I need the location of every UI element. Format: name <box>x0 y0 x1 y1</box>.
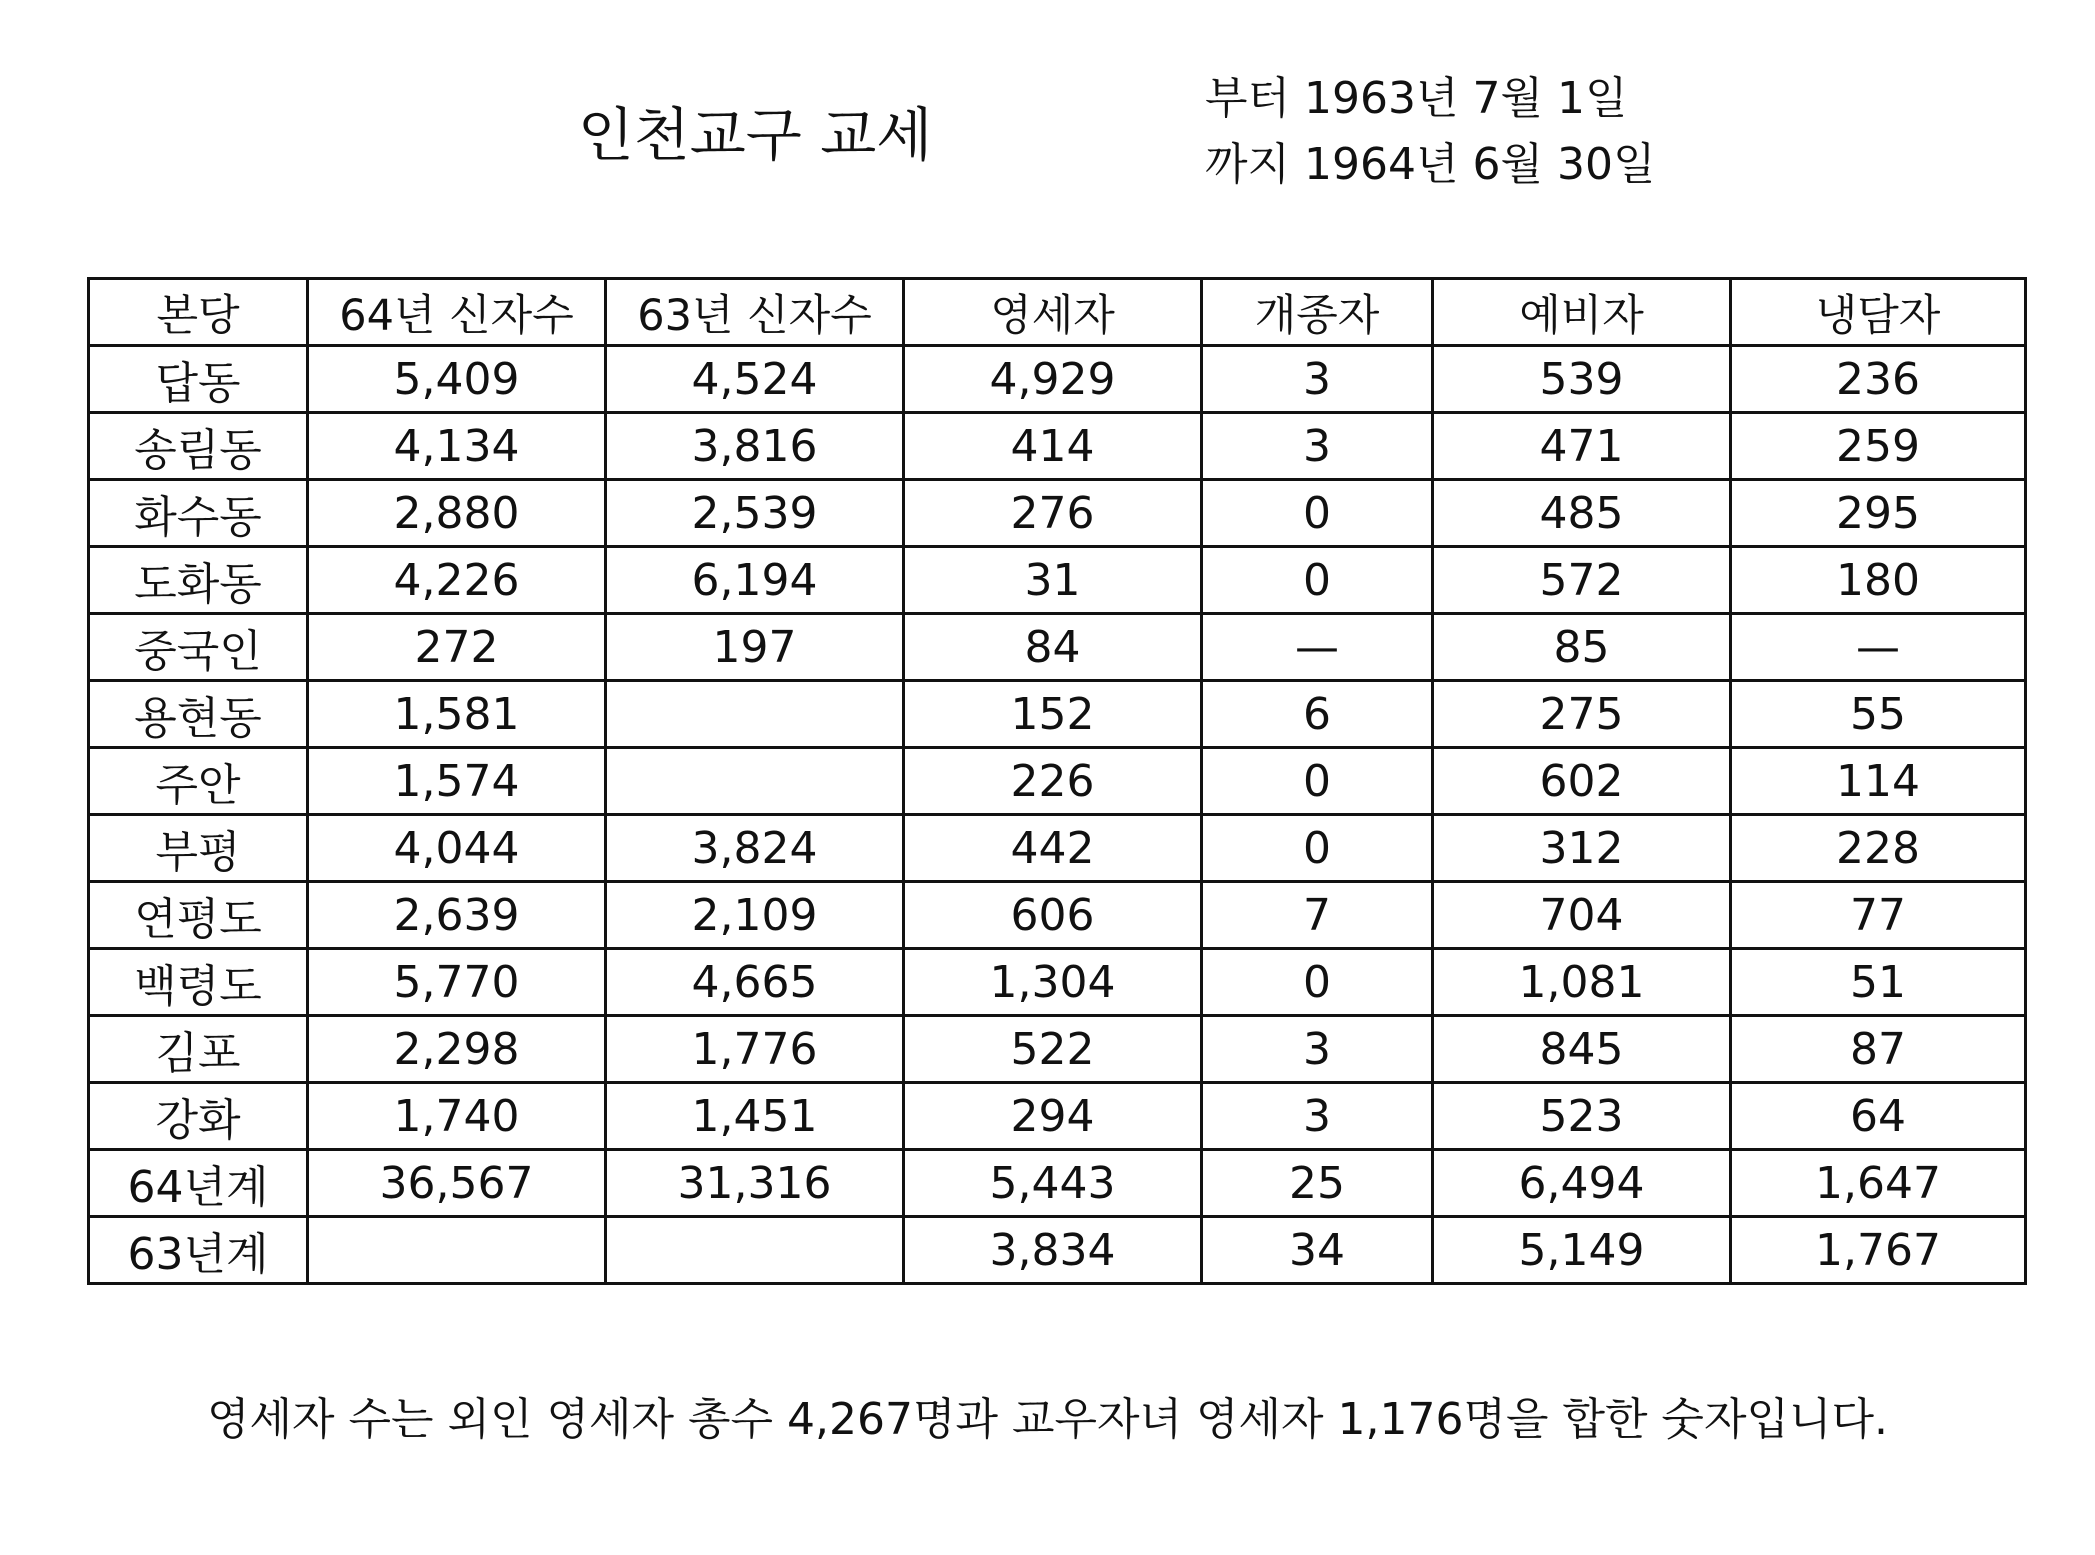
table-cell: 7 <box>1202 882 1433 949</box>
table-body <box>89 346 2026 1284</box>
table-cell: 3 <box>1202 346 1433 413</box>
table-cell: 85 <box>1433 614 1731 681</box>
table-cell: 3,824 <box>606 815 904 882</box>
table-cell: 295 <box>1731 480 2026 547</box>
table-row <box>89 681 2026 748</box>
table-cell <box>308 1217 606 1284</box>
parish-name-cell: 중국인 <box>89 614 308 681</box>
parish-name-cell: 도화동 <box>89 547 308 614</box>
table-cell: 4,134 <box>308 413 606 480</box>
table-cell: 606 <box>904 882 1202 949</box>
table-cell: 275 <box>1433 681 1731 748</box>
table-cell: 4,524 <box>606 346 904 413</box>
table-cell: 180 <box>1731 547 2026 614</box>
table-row <box>89 815 2026 882</box>
table-cell: 3 <box>1202 413 1433 480</box>
parish-statistics-table <box>87 277 2027 1285</box>
period-to <box>1205 132 1655 198</box>
table-cell: 414 <box>904 413 1202 480</box>
table-row <box>89 1150 2026 1217</box>
column-header: 본당 <box>89 279 308 346</box>
table-cell: 3,834 <box>904 1217 1202 1284</box>
table-cell: 84 <box>904 614 1202 681</box>
column-header: 예비자 <box>1433 279 1731 346</box>
table-cell: 312 <box>1433 815 1731 882</box>
table-cell: 77 <box>1731 882 2026 949</box>
table-cell: 0 <box>1202 949 1433 1016</box>
table-cell: 5,443 <box>904 1150 1202 1217</box>
table-cell: — <box>1202 614 1433 681</box>
parish-name-cell: 용현동 <box>89 681 308 748</box>
table-row <box>89 1217 2026 1284</box>
period-from-date: 1963년 7월 1일 <box>1304 73 1628 124</box>
table-cell: 4,226 <box>308 547 606 614</box>
table-cell: — <box>1731 614 2026 681</box>
period-from <box>1205 66 1655 132</box>
table-row <box>89 547 2026 614</box>
table-cell: 55 <box>1731 681 2026 748</box>
table-cell: 3 <box>1202 1083 1433 1150</box>
table-cell: 197 <box>606 614 904 681</box>
table-row <box>89 949 2026 1016</box>
period-range <box>1205 66 1655 198</box>
period-to-date: 1964년 6월 30일 <box>1304 139 1656 190</box>
table-cell: 2,880 <box>308 480 606 547</box>
table-cell: 522 <box>904 1016 1202 1083</box>
table-cell: 6,494 <box>1433 1150 1731 1217</box>
table-cell <box>606 748 904 815</box>
footnote: 영세자 수는 외인 영세자 총수 4,267명과 교우자녀 영세자 1,176명을 합한 숫자입니다. <box>207 1394 1888 1445</box>
table-cell: 87 <box>1731 1016 2026 1083</box>
table-cell: 442 <box>904 815 1202 882</box>
table-cell: 1,304 <box>904 949 1202 1016</box>
table-cell: 5,770 <box>308 949 606 1016</box>
table-row <box>89 748 2026 815</box>
table-row <box>89 480 2026 547</box>
table-cell: 236 <box>1731 346 2026 413</box>
column-header: 냉담자 <box>1731 279 2026 346</box>
table-cell: 704 <box>1433 882 1731 949</box>
table-cell: 34 <box>1202 1217 1433 1284</box>
table-row <box>89 882 2026 949</box>
table-cell: 276 <box>904 480 1202 547</box>
parish-name-cell: 답동 <box>89 346 308 413</box>
table-cell: 6 <box>1202 681 1433 748</box>
parish-name-cell: 부평 <box>89 815 308 882</box>
parish-name-cell: 연평도 <box>89 882 308 949</box>
table-cell: 0 <box>1202 547 1433 614</box>
table-cell: 2,109 <box>606 882 904 949</box>
table-cell: 259 <box>1731 413 2026 480</box>
period-from-label: 부터 <box>1205 73 1291 124</box>
table-cell: 471 <box>1433 413 1731 480</box>
parish-name-cell: 화수동 <box>89 480 308 547</box>
table-header <box>89 279 2026 346</box>
table-cell: 272 <box>308 614 606 681</box>
table-cell: 1,581 <box>308 681 606 748</box>
table-cell: 539 <box>1433 346 1731 413</box>
table-cell: 4,044 <box>308 815 606 882</box>
table-cell: 485 <box>1433 480 1731 547</box>
table-cell: 1,574 <box>308 748 606 815</box>
table-cell: 1,767 <box>1731 1217 2026 1284</box>
table-cell: 6,194 <box>606 547 904 614</box>
table-cell: 602 <box>1433 748 1731 815</box>
table-cell: 64 <box>1731 1083 2026 1150</box>
table-cell: 572 <box>1433 547 1731 614</box>
table-cell: 3 <box>1202 1016 1433 1083</box>
parish-name-cell: 백령도 <box>89 949 308 1016</box>
table-row <box>89 614 2026 681</box>
table-cell: 4,929 <box>904 346 1202 413</box>
table-cell: 3,816 <box>606 413 904 480</box>
page-title: 인천교구 교세 <box>577 101 933 169</box>
table-cell: 2,639 <box>308 882 606 949</box>
table-cell: 25 <box>1202 1150 1433 1217</box>
table-row <box>89 1016 2026 1083</box>
table-cell: 31,316 <box>606 1150 904 1217</box>
table-cell <box>606 681 904 748</box>
column-header: 63년 신자수 <box>606 279 904 346</box>
table-cell: 51 <box>1731 949 2026 1016</box>
table-cell: 5,409 <box>308 346 606 413</box>
parish-name-cell: 63년계 <box>89 1217 308 1284</box>
table-row <box>89 1083 2026 1150</box>
table-cell: 1,451 <box>606 1083 904 1150</box>
table-cell: 2,298 <box>308 1016 606 1083</box>
parish-name-cell: 주안 <box>89 748 308 815</box>
table-cell: 226 <box>904 748 1202 815</box>
period-to-label: 까지 <box>1205 139 1291 190</box>
table-cell: 31 <box>904 547 1202 614</box>
table-cell: 114 <box>1731 748 2026 815</box>
table-cell: 845 <box>1433 1016 1731 1083</box>
table-cell: 152 <box>904 681 1202 748</box>
table-cell: 0 <box>1202 815 1433 882</box>
table-cell: 0 <box>1202 480 1433 547</box>
parish-name-cell: 강화 <box>89 1083 308 1150</box>
parish-name-cell: 김포 <box>89 1016 308 1083</box>
column-header: 64년 신자수 <box>308 279 606 346</box>
header-row <box>89 279 2026 346</box>
table-cell: 5,149 <box>1433 1217 1731 1284</box>
table-cell: 1,776 <box>606 1016 904 1083</box>
column-header: 개종자 <box>1202 279 1433 346</box>
table-cell: 523 <box>1433 1083 1731 1150</box>
table-cell: 1,647 <box>1731 1150 2026 1217</box>
table-row <box>89 413 2026 480</box>
parish-name-cell: 송림동 <box>89 413 308 480</box>
table-cell: 1,740 <box>308 1083 606 1150</box>
table-cell: 0 <box>1202 748 1433 815</box>
table-cell: 1,081 <box>1433 949 1731 1016</box>
table-cell: 228 <box>1731 815 2026 882</box>
table-row <box>89 346 2026 413</box>
parish-name-cell: 64년계 <box>89 1150 308 1217</box>
column-header: 영세자 <box>904 279 1202 346</box>
table-cell: 36,567 <box>308 1150 606 1217</box>
table-cell: 2,539 <box>606 480 904 547</box>
table-cell: 294 <box>904 1083 1202 1150</box>
table-cell: 4,665 <box>606 949 904 1016</box>
table-cell <box>606 1217 904 1284</box>
